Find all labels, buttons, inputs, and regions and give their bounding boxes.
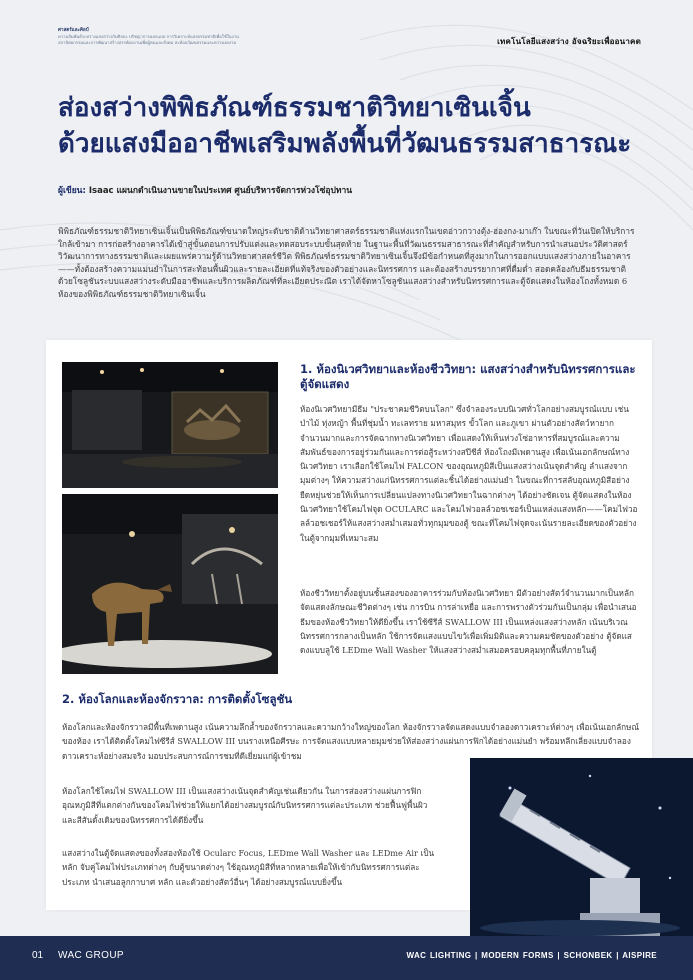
author-text: Isaac แผนกดำเนินงานขายในประเทศ ศูนย์บริหารจัดการห่วงโซ่อุปทาน xyxy=(88,186,353,196)
section-2-heading: 2. ห้องโลกและห้องจักรวาล: การติดตั้งโซลูชัน xyxy=(62,692,293,706)
title-line-1: ส่องสว่างพิพิธภัณฑ์ธรรมชาติวิทยาเซินเจิ้น xyxy=(58,93,531,123)
telescope-model-photo xyxy=(470,758,693,936)
meta-title: ศาสตร์และศิลป์ xyxy=(58,28,89,33)
section-1-heading: 1. ห้องนิเวศวิทยาและห้องชีววิทยา: แสงสว่างสำหรับนิทรรศการและตู้จัดแสดง xyxy=(300,362,636,391)
intro-paragraph-1: พิพิธภัณฑ์ธรรมชาติวิทยาเซินเจิ้นเป็นพิพิธภัณฑ์ขนาดใหญ่ระดับชาติด้านวิทยาศาสตร์ธรรมชาติแห่งแรกในเขตอ่าวกวางตุ้ง-ฮ่องกง-มาเก๊า ในขณะที่วันเปิดให้บริการใกล้เข้ามา การก่อสร้างอาคารได้เข้าสู่ขั้นตอนการปรับแต่งและทดสอบระบบขั้นสุดท้าย ในฐานะพื้นที่วัฒนธรรมสาธารณะที่สำคัญสำหรับการนำเสนอประวัติศาสตร์วิวัฒนาการทางธรรมชาติและเผยแพร่ความรู้ด้านวิทยาศาสตร์ชีวิต พิพิธภัณฑ์ธรรมชาติวิทยาเซินเจิ้นจึงมีข้อกำหนดที่สูงมากในการออกแบบแสงสว่างภายในอาคาร xyxy=(58,226,635,261)
article-title xyxy=(58,90,658,162)
title-line-2: ด้วยแสงมืออาชีพเสริมพลังพื้นที่วัฒนธรรมสาธารณะ xyxy=(58,129,632,159)
section-2-paragraph-3: แสงสว่างในตู้จัดแสดงของทั้งสองห้องใช้ Ocularc Focus, LEDme Wall Washer และ LEDme Air เป็นหลัก จับคู่โคมไฟประเภทต่างๆ กับตู้ขนาดต่างๆ ใช้อุณหภูมิสีที่หลากหลายเพื่อให้เข้ากับนิทรรศการแต่ละประเภท นำเสนอลูกกาบาศ หลัก และตัวอย่างสัตว์อื่นๆ ได้อย่างสมบูรณ์แบบยิ่งขึ้น xyxy=(62,848,435,887)
author-label: ผู้เขียน: xyxy=(58,186,86,196)
page-number: 01 xyxy=(32,950,44,961)
architecture-background xyxy=(0,0,693,360)
header-tagline: เทคโนโลยีแสงสว่าง อัจฉริยะเพื่ออนาคต xyxy=(497,37,641,46)
header-meta xyxy=(58,28,248,46)
intro-text xyxy=(58,225,641,300)
meta-line: สถาปัตยกรรมและการพัฒนาสร้างสรรค์ผลงานเพื่อผู้คนและสังคม สะท้อนวัฒนธรรมและความงดงาม xyxy=(58,40,237,45)
section-2-paragraph-1: ห้องโลกและห้องจักรวาลมีพื้นที่เพดานสูง เน้นความลึกล้ำของจักรวาลและความกว้างใหญ่ของโลก ห้องจักรวาลจัดแสดงแบบจำลองดาวเคราะห์ต่างๆ เพื่อเน้นเอกลักษณ์ของห้อง เราได้ติดตั้งโคมไฟซีรีส์ SWALLOW III บนรางเหนือศีรษะ การจัดแสงแบบหลายมุมช่วยให้ส่องสว่างแผ่นการฟิกได้อย่างแม่นยำ พร้อมหลีกเลี่ยงแบบจำลองดาวเคราะห์อย่างสมจริง มอบประสบการณ์การชมที่ดีเยี่ยมแก่ผู้เข้าชม xyxy=(62,722,640,761)
museum-gallery-photo xyxy=(62,362,278,488)
page-footer xyxy=(0,936,693,980)
section-1-paragraph-1: ห้องนิเวศวิทยามีธีม "ประชาคมชีวิตบนโลก" ซึ่งจำลองระบบนิเวศทั่วโลกอย่างสมบูรณ์แบบ เช่น ป่าไม้ ทุ่งหญ้า พื้นที่ชุ่มน้ำ ทะเลทราย มหาสมุทร ขั้วโลก และภูเขา ผ่านตัวอย่างสัตว์หายากจำนวนมากและการจัดฉากทางนิเวศวิทยา เพื่อแสดงให้เห็นห่วงโซ่อาหารที่สมบูรณ์และความสัมพันธ์ของการอยู่ร่วมกันและการต่อสู้ระหว่างสปีชีส์ ห้องโถงมีเพดานสูง เพื่อเน้นเอกลักษณ์ทางนิเวศวิทยา เราเลือกใช้โคมไฟ FALCON ของอุณหภูมิสีเป็นแสงสว่างเน้นจุดสำคัญ ลำแสงจากมุมต่างๆ ให้ความสว่างแก่นิทรรศการแต่ละชิ้นได้อย่างแม่นยำ ในขณะที่การสลับอุณหภูมิสีอย่างยืดหยุ่นช่วยให้เห็นการเปลี่ยนแปลงทางนิเวศวิทยาในฉากต่างๆ ได้อย่างชัดเจน ตู้จัดแสดงในห้องนิเวศวิทยาใช้โคมไฟจุด OCULARC และโคมไฟวอลล์วอชเชอร์เป็นแหล่งแสงหลัก——โคมไฟวอลล์วอชเชอร์ให้แสงสว่างสม่ำเสมอทั่วทุกมุมของตู้ ขณะที่โคมไฟจุดจะเน้นรายละเอียดของตัวอย่างในตู้จากมุมที่เหมาะสม xyxy=(300,404,638,543)
author-line xyxy=(58,183,352,197)
footer-brand-list: WAC LIGHTING | MODERN FORMS | SCHONBEK | AISPIRE xyxy=(406,951,657,960)
section-2-paragraph-2: ห้องโลกใช้โคมไฟ SWALLOW III เป็นแสงสว่างเน้นจุดสำคัญเช่นเดียวกัน ในการส่องสว่างแผ่นการฟิก อุณหภูมิสีที่แตกต่างกันของโคมไฟช่วยให้แยกได้อย่างสมบูรณ์กับนิทรรศการแต่ละประเภท ช่วยฟื้นฟูพื้นผิวและสีสันดั้งเดิมของนิทรรศการได้ดียิ่งขึ้น xyxy=(62,786,428,825)
section-1-paragraph-2: ห้องชีววิทยาตั้งอยู่บนชั้นสองของอาคารร่วมกับห้องนิเวศวิทยา มีตัวอย่างสัตว์จำนวนมากเป็นหลัก จัดแสดงลักษณะชีวิตต่างๆ เช่น การบิน การล่าเหยื่อ และการพรางตัวร่วมกันเป็นกลุ่ม เพื่อนำเสนอธีมของห้องชีววิทยาให้ดียิ่งขึ้น เราใช้ซีรีส์ SWALLOW III เป็นแหล่งแสงสว่างหลัก เน้นบริเวณนิทรรศการกลางเป็นหลัก ใช้การจัดแสงแบบไขว้เพื่อเพิ่มมิติและความคมชัดของตัวอย่าง ตู้จัดแสดงแบบลูใช้ LEDme Wall Washer ให้แสงสว่างสม่ำเสมอครอบคลุมทุกพื้นที่ภายในตู้ xyxy=(300,588,637,656)
footer-brand: WAC GROUP xyxy=(58,950,125,961)
meta-line: ความสัมพันธ์ระหว่างแสงสว่างกับศิลปะ ปรัชญาการออกแบบ การวิเคราะห์แสงธรรมชาติเพื่อใช้ในงาน xyxy=(58,34,239,39)
animal-exhibit-photo xyxy=(62,494,278,674)
intro-paragraph-2: ——ทั้งต้องสร้างความแม่นยำในการสะท้อนพื้นผิวและรายละเอียดที่แท้จริงของตัวอย่างและนิทรรศการ และต้องสร้างบรรยากาศที่ดื่มด่ำ สอดคล้องกับธีมธรรมชาติ ด้วยโซลูชันระบบแสงสว่างระดับมืออาชีพและบริการผลิตภัณฑ์ที่ละเอียดประณีต เราได้จัดหาโซลูชันแสงสว่างสำหรับนิทรรศการและตู้จัดแสดงในห้องโถงทั้งหมด 6 ห้องของพิพิธภัณฑ์ธรรมชาติวิทยาเซินเจิ้น xyxy=(58,263,628,299)
